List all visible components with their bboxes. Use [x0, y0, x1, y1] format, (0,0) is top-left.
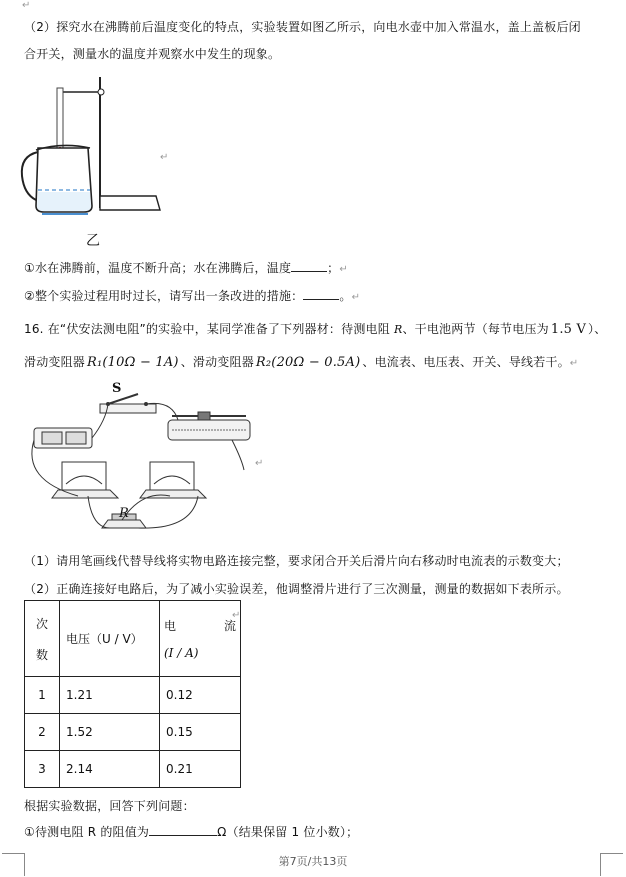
q16-line2-text2: 、滑动变阻器: [180, 355, 254, 369]
q16-line2-text: 滑动变阻器: [24, 355, 86, 369]
resistor-symbol: R: [393, 323, 403, 336]
measurement-table: [24, 600, 241, 788]
paragraph-mark: ↵: [255, 458, 264, 469]
answer-blank[interactable]: [303, 287, 339, 300]
q16-sub2: （2）正确连接好电路后，为了减小实验误差，他调整滑片进行了三次测量，测量的数据如下表所示。: [24, 582, 569, 596]
after-table-text: 根据实验数据，回答下列问题：: [24, 799, 195, 813]
cell-current: 0.21: [160, 751, 241, 788]
q16-line1-text: 16. 在“伏安法测电阻”的实验中，某同学准备了下列器材：待测电阻: [24, 322, 394, 336]
cell-count: 1: [25, 677, 60, 714]
paragraph-mark: ↵: [22, 0, 31, 11]
q2-text-line1: （2）探究水在沸腾前后温度变化的特点，实验装置如图乙所示，向电水壶中加入常温水，盖上盖板后闭: [24, 20, 581, 34]
header-current-2: 流: [223, 619, 236, 633]
kettle-thermometer-figure: [18, 72, 168, 222]
rheostat-r2-spec: R₂(20Ω − 0.5A): [255, 355, 361, 370]
cell-count: 3: [25, 751, 60, 788]
paragraph-mark: ↵: [232, 610, 241, 621]
page-footer: 第7页/共13页: [278, 855, 348, 868]
cell-voltage: 1.21: [60, 677, 160, 714]
q16-line1-text2: 、干电池两节（每节电压为: [402, 322, 549, 336]
answer1-end: Ω（结果保留 1 位小数）；: [217, 825, 359, 839]
q16-line1-end: ）、: [588, 322, 607, 336]
paragraph-mark: ↵: [569, 358, 579, 369]
table-row: [25, 751, 241, 788]
paragraph-mark: ↵: [339, 264, 348, 275]
header-current-1: 电: [164, 619, 177, 633]
q2-sub1: [24, 259, 348, 276]
header-current: [160, 601, 241, 677]
q2-sub2-text: ②整个实验过程用时过长，请写出一条改进的措施：: [24, 289, 304, 303]
q16-line2: [24, 353, 578, 370]
switch-label: S: [112, 381, 122, 396]
q16-line1: [24, 320, 606, 337]
figure-label: 乙: [86, 233, 100, 249]
circuit-figure: [22, 380, 267, 540]
rheostat-r1-spec: R₁(10Ω − 1A): [87, 355, 179, 370]
q16-sub1: （1）请用笔画线代替导线将实物电路连接完整，要求闭合开关后滑片向右移动时电流表的示数变大；: [24, 554, 569, 568]
answer-blank[interactable]: [291, 259, 327, 272]
paragraph-mark: ↵: [160, 152, 169, 163]
q16-answer1: [24, 823, 358, 840]
battery-voltage: 1.5 V: [550, 322, 587, 337]
resistor-label: R: [119, 506, 129, 521]
header-count-2: 数: [35, 647, 48, 662]
header-voltage: 电压（U / V）: [60, 601, 160, 677]
table-row: [25, 714, 241, 751]
answer1-text: ①待测电阻 R 的阻值为: [24, 825, 150, 839]
table-header-row: [25, 601, 241, 677]
q16-line2-end: 、电流表、电压表、开关、导线若干。: [362, 355, 570, 369]
table-row: [25, 677, 241, 714]
q2-text-line2: 合开关，测量水的温度并观察水中发生的现象。: [24, 47, 281, 61]
cell-voltage: 2.14: [60, 751, 160, 788]
cell-count: 2: [25, 714, 60, 751]
header-current-3: (I / A): [164, 646, 199, 660]
cell-voltage: 1.52: [60, 714, 160, 751]
q2-sub1-end: ；: [327, 261, 340, 275]
paragraph-mark: ↵: [351, 292, 361, 303]
header-count-1: 次: [35, 616, 48, 631]
header-count: [25, 601, 60, 677]
q2-sub1-text: ①水在沸腾前，温度不断升高；水在沸腾后，温度: [24, 261, 292, 275]
answer-blank[interactable]: [149, 823, 217, 836]
cell-current: 0.15: [160, 714, 241, 751]
cell-current: 0.12: [160, 677, 241, 714]
q2-sub2: [24, 287, 360, 304]
q2-sub2-end: 。: [339, 289, 352, 303]
